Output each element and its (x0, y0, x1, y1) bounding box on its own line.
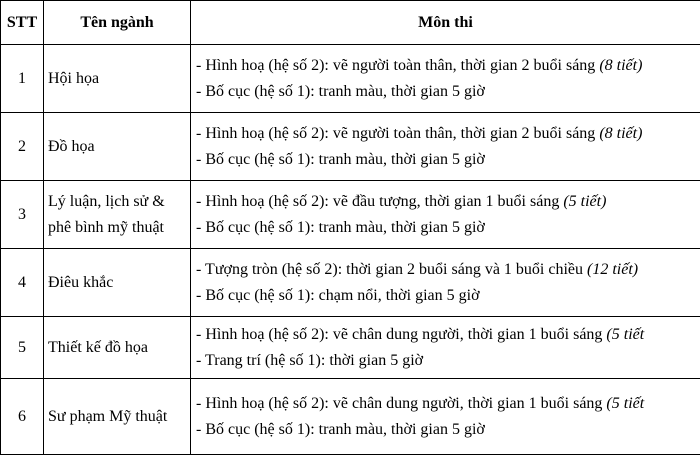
row-exam-subjects (191, 113, 700, 181)
table-row (1, 379, 700, 455)
major-name-line: phê bình mỹ thuật (48, 218, 164, 236)
subject-line (196, 121, 700, 147)
row-exam-subjects (191, 379, 700, 455)
table-row (1, 181, 700, 249)
subject-duration-note: (5 tiết) (563, 192, 607, 210)
table-header-row (1, 1, 700, 45)
subject-line (196, 215, 700, 241)
row-stt: 1 (1, 45, 44, 113)
subject-text: - Bố cục (hệ số 1): tranh màu, thời gian 5 giờ (196, 150, 485, 168)
subject-line (196, 189, 700, 215)
subject-text: - Hình hoạ (hệ số 2): vẽ đầu tượng, thời gian 1 buổi sáng (196, 192, 564, 210)
subject-text: - Hình hoạ (hệ số 2): vẽ người toàn thân, thời gian 2 buổi sáng (196, 124, 600, 142)
subject-line (196, 257, 700, 283)
subject-text: - Bố cục (hệ số 1): tranh màu, thời gian 5 giờ (196, 420, 485, 438)
row-major-name (44, 113, 191, 181)
subject-text: - Hình hoạ (hệ số 2): vẽ chân dung người, thời gian 1 buổi sáng (196, 325, 607, 343)
row-stt: 4 (1, 249, 44, 317)
row-exam-subjects (191, 181, 700, 249)
subject-text: - Trang trí (hệ số 1): thời gian 5 giờ (196, 351, 424, 369)
subject-line (196, 417, 700, 443)
table-row (1, 113, 700, 181)
subject-duration-note: (8 tiết) (599, 124, 643, 142)
table-row (1, 45, 700, 113)
row-major-name (44, 317, 191, 379)
subject-duration-note: (8 tiết) (599, 56, 643, 74)
subject-line (196, 283, 700, 309)
subject-line (196, 53, 700, 79)
subject-line (196, 348, 700, 374)
row-major-name (44, 249, 191, 317)
subject-duration-note: (12 tiết) (587, 260, 639, 278)
table-row (1, 317, 700, 379)
row-exam-subjects (191, 317, 700, 379)
major-name-line: Đồ họa (48, 137, 95, 155)
subject-text: - Bố cục (hệ số 1): tranh màu, thời gian 5 giờ (196, 82, 485, 100)
table-row (1, 249, 700, 317)
major-name-line: Điêu khắc (48, 273, 114, 291)
row-stt: 2 (1, 113, 44, 181)
row-stt: 3 (1, 181, 44, 249)
row-stt: 6 (1, 379, 44, 455)
row-exam-subjects (191, 45, 700, 113)
subject-line (196, 391, 700, 417)
major-name-line: Thiết kế đồ họa (48, 338, 148, 356)
subject-text: - Hình hoạ (hệ số 2): vẽ người toàn thân, thời gian 2 buổi sáng (196, 56, 600, 74)
subject-duration-note: (5 tiết (606, 325, 645, 343)
subject-text: - Hình hoạ (hệ số 2): vẽ chân dung người, thời gian 1 buổi sáng (196, 394, 607, 412)
row-major-name (44, 181, 191, 249)
major-name-line: Sư phạm Mỹ thuật (48, 407, 168, 425)
major-name-line: Hội họa (48, 69, 100, 87)
row-major-name (44, 45, 191, 113)
row-stt: 5 (1, 317, 44, 379)
header-exam-subjects: Môn thi (191, 1, 700, 45)
header-stt: STT (1, 1, 44, 45)
subject-text: - Bố cục (hệ số 1): chạm nổi, thời gian 5 giờ (196, 286, 480, 304)
subject-text: - Tượng tròn (hệ số 2): thời gian 2 buổi sáng và 1 buổi chiều (196, 260, 588, 278)
major-name-line: Lý luận, lịch sử & (48, 192, 165, 210)
row-major-name (44, 379, 191, 455)
subject-line (196, 147, 700, 173)
subject-text: - Bố cục (hệ số 1): tranh màu, thời gian 5 giờ (196, 218, 485, 236)
subject-duration-note: (5 tiết (606, 394, 645, 412)
subject-line (196, 322, 700, 348)
header-major-name: Tên ngành (44, 1, 191, 45)
row-exam-subjects (191, 249, 700, 317)
subject-line (196, 79, 700, 105)
